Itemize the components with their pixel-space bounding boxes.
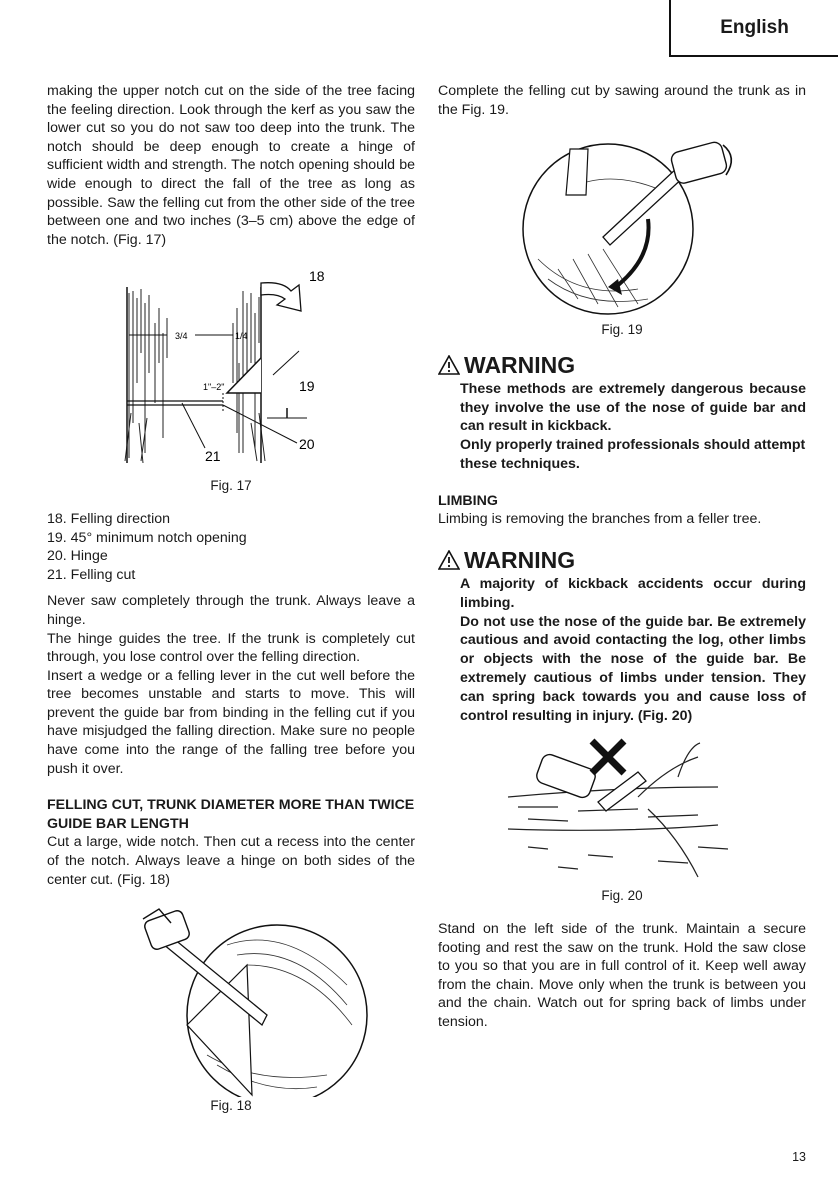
fig20-illustration <box>438 737 806 887</box>
fig20-caption: Fig. 20 <box>601 888 643 904</box>
legend-item: 19. 45° minimum notch opening <box>47 529 247 546</box>
fig18-illustration <box>47 905 415 1097</box>
paragraph-notch: Cut a large, wide notch. Then cut a recess into the center of the notch. Always leave a hinge on both sides of the center cut. (Fig. 18) <box>47 834 415 888</box>
dim-3-4: 3/4 <box>175 331 188 342</box>
figure-19 <box>438 129 806 340</box>
intro-paragraph: making the upper notch cut on the side of the tree facing the feeling direction. Look through the kerf as you saw the lower cut so you do not saw too deep into the trunk. The notch should be deep enough to create a hinge of sufficient width and strength. The notch opening should be wide enough to direct the fall of the tree as long as possible. Saw the felling cut from the other side of the tree between one and two inches (3–5 cm) above the edge of the notch. (Fig. 17) <box>47 83 415 248</box>
warning-line: A majority of kickback accidents occur during limbing. <box>460 575 806 611</box>
warning-title <box>438 547 806 573</box>
warning-triangle-icon <box>438 550 460 570</box>
trunk-cross-section-icon <box>523 144 693 314</box>
chainsaw-icon <box>535 753 598 800</box>
warning-triangle-icon <box>438 355 460 375</box>
right-column <box>438 82 806 1031</box>
warning-line: Only properly trained professionals should attempt these techniques. <box>460 437 806 472</box>
chainsaw-icon <box>143 909 191 951</box>
fig17-illustration <box>47 263 415 475</box>
left-column <box>47 82 415 1116</box>
prohibited-x-icon <box>592 741 624 773</box>
fig17-caption: Fig. 17 <box>210 478 252 494</box>
fig19-caption: Fig. 19 <box>601 322 643 338</box>
warning-line: These methods are extremely dangerous because they involve the use of the nose of guide bar and can result in kickback. <box>460 380 806 435</box>
fig18-caption: Fig. 18 <box>210 1098 252 1114</box>
paragraph-wedge: Insert a wedge or a felling lever in the cut well before the tree becomes unstable and starts to move. This will prevent the guide bar from binding in the felling cut if you have misjudged the falling direction. Make sure no people have come into the range of the falling tree before you push it over. <box>47 667 415 777</box>
section-heading-felling: FELLING CUT, TRUNK DIAMETER MORE THAN TWICE GUIDE BAR LENGTH <box>47 797 415 832</box>
section-heading-limbing: LIMBING <box>438 492 498 509</box>
warning-title-text: WARNING <box>464 351 576 378</box>
felling-direction-arrow-icon <box>261 283 301 311</box>
warning-block-2 <box>438 547 806 725</box>
warning-title-text: WARNING <box>464 546 576 573</box>
warning-body <box>438 380 806 474</box>
label-18: 18 <box>309 268 325 285</box>
guide-bar-icon <box>598 772 646 811</box>
legend-item: 21. Felling cut <box>47 566 136 583</box>
figure-17 <box>47 263 415 496</box>
label-20: 20 <box>299 436 315 453</box>
dim-1-4: 1/4 <box>235 331 248 342</box>
fig19-illustration <box>438 129 806 315</box>
warning-title <box>438 352 806 378</box>
legend-item: 18. Felling direction <box>47 510 171 527</box>
paragraph-closing: Stand on the left side of the trunk. Maintain a secure footing and rest the saw on the trunk. Hold the saw close to you so that you are in full control of it. Keep well away from the chain. Move only when the trunk is between you and the chain. Watch out for spring back of limbs under tension. <box>438 920 806 1030</box>
warning-body <box>438 575 806 725</box>
chainsaw-icon <box>670 141 729 185</box>
intro-paragraph-right: Complete the felling cut by sawing around the trunk as in the Fig. 19. <box>438 83 806 118</box>
paragraph-hinge: Never saw completely through the trunk. Always leave a hinge. <box>47 593 415 628</box>
figure-20 <box>438 737 806 906</box>
fig17-legend <box>47 510 415 584</box>
legend-item: 20. Hinge <box>47 548 108 565</box>
notch-shape <box>227 358 261 393</box>
label-21: 21 <box>205 448 221 465</box>
warning-block-1 <box>438 352 806 474</box>
paragraph-guides: The hinge guides the tree. If the trunk is completely cut through, you lose control over the felling direction. <box>47 630 415 666</box>
page-number: 13 <box>792 1150 806 1164</box>
paragraph-limbing: Limbing is removing the branches from a feller tree. <box>438 511 762 528</box>
figure-18 <box>47 905 415 1116</box>
label-19: 19 <box>299 378 315 395</box>
warning-line: Do not use the nose of the guide bar. Be extremely cautious and avoid contacting the log, other limbs or objects with the nose of the guide bar. Be extremely cautious of limbs under tension. They can spring back towards you and cause loss of control resulting in injury. (Fig. 20) <box>460 613 806 724</box>
dim-1-2: 1"–2" <box>203 382 225 393</box>
language-tab: English <box>669 0 838 57</box>
